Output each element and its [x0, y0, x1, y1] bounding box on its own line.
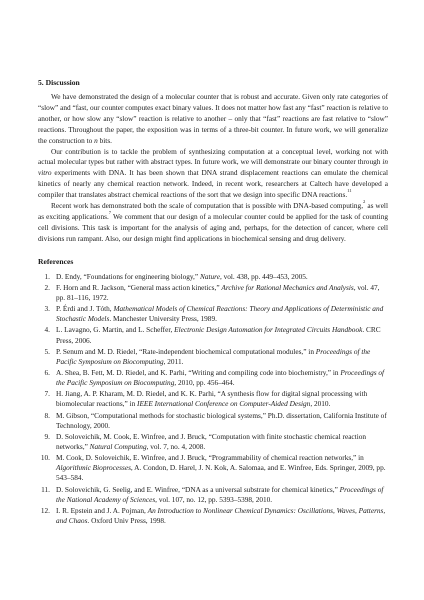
reference-number: 11. [41, 484, 50, 494]
reference-item [38, 411, 388, 431]
reference-number: 9. [44, 431, 50, 441]
reference-item [38, 485, 388, 505]
reference-text [56, 283, 388, 303]
text-run: as well as exciting applications. [38, 201, 388, 221]
italic-text: in vitro [38, 157, 388, 178]
reference-item [38, 283, 388, 303]
text-run: , vol. 47, pp. 81–116, 1972. [56, 282, 380, 302]
text-run: , vol. 7, no. 4, 2008. [146, 441, 206, 451]
text-run: Recent work has demonstrated both the scale of computation that is possible with DNA-based computing, [51, 201, 364, 211]
citation-superscript: 2 [363, 199, 366, 205]
text-run: , vol. 438, pp. 449–453, 2005. [219, 271, 308, 281]
reference-number: 2. [44, 282, 50, 292]
italic-text: Archive for Rational Mechanics and Analysis [221, 282, 354, 292]
italic-text: Natural Computing [89, 441, 147, 451]
reference-number: 4. [44, 325, 50, 335]
text-run: D. Soloveichik, G. Seelig, and E. Winfree, “DNA as a universal substrate for chemical kinetics,” [56, 484, 340, 494]
reference-number: 7. [44, 389, 50, 399]
discussion-paragraph-1 [38, 92, 388, 147]
italic-text: Proceedings of the National Academy of Sciences [56, 484, 384, 504]
text-run: We have demonstrated the design of a molecular counter that is robust and accurate. Given only rate categories of “slow” and “fast, our counter computes exact binary values. It does not matter how fast any “fast” reaction is relative to another, or how slow any “slow” reaction is relative to another – only that “fast” reactions are fast relative to “slow” reactions. Throughout the paper, the exposition was in terms of a three-bit counter. In future work, we will generalize the construction to [38, 92, 388, 145]
reference-list [38, 272, 388, 526]
section-heading-discussion: 5. Discussion [38, 78, 80, 87]
citation-superscript: 11 [347, 188, 352, 194]
text-run: M. Gibson, “Computational methods for stochastic biological systems,” Ph.D. dissertation, California Institute of Technology, 2000. [56, 410, 387, 430]
italic-text: Electronic Design Automation for Integrated Circuits Handbook [174, 325, 363, 335]
discussion-paragraph-3 [38, 201, 388, 245]
text-run: , 2010. [310, 399, 331, 409]
discussion-body [38, 92, 388, 245]
reference-number: 12. [40, 505, 50, 515]
reference-number: 8. [44, 410, 50, 420]
text-run: M. Cook, D. Soloveichik, E. Winfree, and J. Bruck, “Programmability of chemical reaction networks,” in [56, 453, 364, 463]
text-run: Our contribution is to tackle the problem of synthesizing computation at a conceptual level, working not with actual molecular types but rather with abstract types. In future work, we will demonstrate our binary counter through [38, 146, 388, 167]
reference-item [38, 325, 388, 345]
reference-text [56, 506, 388, 526]
text-run: P. Senum and M. D. Riedel, “Rate-independent biochemical computational modules,” in [56, 346, 316, 356]
text-run: P. Érdi and J. Tóth, [56, 304, 114, 314]
italic-text: Nature [199, 271, 220, 281]
reference-text [56, 485, 388, 505]
text-run: . Manchester University Press, 1989. [109, 314, 217, 324]
reference-text [56, 325, 388, 345]
reference-item [38, 506, 388, 526]
text-run: . CRC Press, 2006. [56, 325, 381, 345]
citation-superscript: 7 [108, 209, 112, 215]
reference-item [38, 432, 388, 452]
text-run: bits. [97, 135, 112, 145]
reference-number: 5. [44, 346, 50, 356]
reference-number: 3. [44, 304, 50, 314]
text-run: . Oxford Univ Press, 1998. [87, 515, 166, 525]
text-run: , vol. 107, no. 12, pp. 5393–5398, 2010. [155, 494, 273, 504]
reference-number: 1. [44, 271, 50, 281]
reference-item [38, 272, 388, 282]
text-run: , 2011. [163, 356, 184, 366]
text-run: A. Shea, B. Fett, M. D. Riedel, and K. Parhi, “Writing and compiling code into biochemistry,” in [56, 368, 341, 377]
reference-text [56, 368, 388, 388]
reference-number: 10. [40, 453, 50, 463]
reference-number: 6. [44, 368, 50, 377]
reference-item [38, 347, 388, 367]
reference-item [38, 389, 388, 409]
text-run: F. Horn and R. Jackson, “General mass action kinetics,” [56, 282, 222, 292]
text-run: L. Lavagno, G. Martin, and L. Scheffer, [56, 325, 175, 335]
text-run: D. Endy, “Foundations for engineering biology,” [56, 271, 200, 281]
reference-text [56, 389, 388, 409]
discussion-paragraph-2 [38, 146, 388, 205]
italic-text: An Introduction to Nonlinear Chemical Dynamics: Oscillations, Waves, Patterns, and Chaos [56, 505, 386, 525]
reference-text [56, 272, 388, 282]
reference-item [38, 304, 388, 324]
italic-text: n [94, 135, 98, 145]
reference-text [56, 411, 388, 431]
reference-text [56, 304, 388, 324]
text-run: H. Jiang, A. P. Kharam, M. D. Riedel, and K. K. Parhi, “A synthesis flow for digital signal processing with biomolecular reactions,” in [56, 389, 368, 409]
text-run: We comment that our design of a molecular counter could be applied for the task of counting cell divisions. This task is important for the analysis of aging and, perhaps, for the detection of cancer, where cell divisions run rampant. Also, our design might find applications in biochemical sensing and drug delivery. [38, 211, 388, 243]
reference-text [56, 453, 388, 483]
text-run: D. Soloveichik, M. Cook, E. Winfree, and J. Bruck, “Computation with finite stochastic chemical reaction networks,” [56, 431, 367, 451]
italic-text: Mathematical Models of Chemical Reactions: Theory and Applications of Deterministic and Stochastic Models [56, 304, 384, 324]
italic-text: Proceedings of the Pacific Symposium on Biocomputing [56, 346, 371, 366]
reference-text [56, 432, 388, 452]
reference-item [38, 368, 388, 388]
italic-text: IEEE International Conference on Computer-Aided Design [137, 399, 311, 409]
section-heading-references: References [38, 256, 74, 266]
text-run: I. R. Epstein and J. A. Pojman, [56, 505, 148, 515]
text-run: , 2010, pp. 456–464. [174, 378, 235, 388]
reference-item [38, 453, 388, 483]
reference-text [56, 347, 388, 367]
text-run: experiments with DNA. It has been shown that DNA strand displacement reactions can emulate the chemical kinetics of nearly any chemical reaction network. Indeed, in recent work, researchers at Caltech have developed a compiler that translates abstract chemical reactions of the sort that we design into specific DNA reactions. [38, 168, 388, 200]
italic-text: Proceedings of the Pacific Symposium on Biocomputing [56, 368, 385, 388]
italic-text: Algorithmic Bioprocesses [56, 463, 131, 473]
text-run: , A. Condon, D. Harel, J. N. Kok, A. Salomaa, and E. Winfree, Eds. Springer, 2009, pp. 543–584. [56, 463, 386, 483]
